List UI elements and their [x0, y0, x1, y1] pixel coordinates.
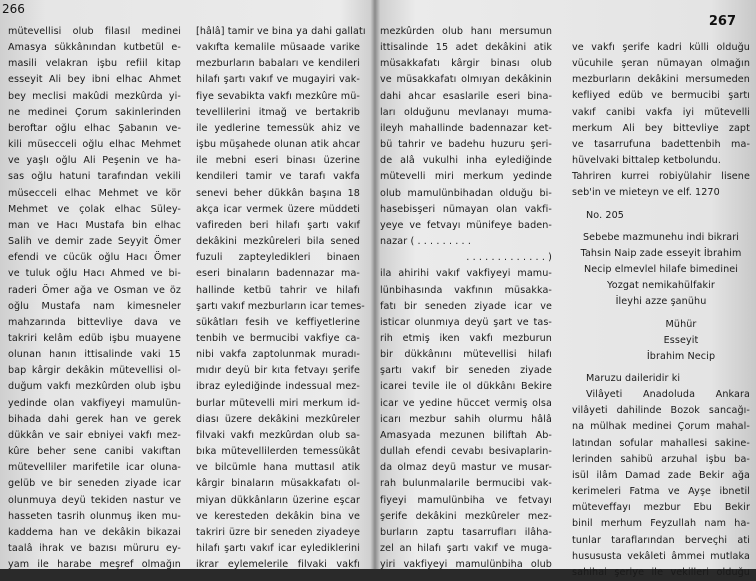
text-line: miyan dükkânların üzerine eşcar: [196, 494, 360, 506]
text-line: tunlar taraflarından berveçhi ati: [572, 534, 750, 546]
text-line: hüvelvaki bittalep ketbolundu.: [572, 155, 721, 167]
text-line: duğum vakfı mezkûrden olub işbu: [8, 381, 181, 393]
text-line: Amasya sükkânından kutbetül e-: [8, 42, 181, 54]
text-line: sahihai şeriye ile vekilleri olduğu: [572, 566, 750, 578]
text-line: latından sofular mahallesi sakine-: [572, 437, 750, 449]
text-line: ve vakfı şerife kadri külli olduğu: [572, 42, 750, 53]
text-line: da olmaz deyü mastur ve musar-: [380, 462, 552, 474]
text-line: senevi beher dükkân başına 18: [196, 187, 360, 199]
text-line: Mehmet ve çolak elhac Süley-: [8, 203, 181, 215]
text-line: gelüb ve bir seneden ziyade icar: [8, 478, 181, 490]
text-line: icarei tevile ile ol dükkânı Bekire: [380, 381, 552, 393]
text-line: icar ve yedine hüccet vermiş olsa: [380, 397, 552, 409]
text-line: zel an hilafı şartı vakıf ve muga-: [380, 543, 552, 554]
text-line: dükkân ve sair ebniyei vakfı mez-: [8, 429, 181, 441]
text-line: kaddema han ve dekâkin bikazai: [8, 526, 181, 538]
text-line: bü tahrir ve badehu huzuru şeri-: [380, 139, 552, 151]
text-line: ileyh mahallinde badennazar ket-: [380, 122, 552, 134]
text-line: müsecceli elhac Mehmet ve kör: [8, 187, 181, 199]
text-line: na mülhak medinei Çorum mahal-: [572, 421, 750, 433]
text-line: bey meclisi makûdi mezkûrda yi-: [8, 90, 181, 102]
text-line: burların zaptu tasarrufları ilâha-: [380, 526, 552, 538]
text-line: hasseten tasrih olunmuş iken mu-: [8, 510, 181, 522]
text-line: dullah efendi cevabı besivaplarin-: [380, 446, 552, 458]
right-page-column-1: [380, 24, 552, 573]
text-line: ile mebni eseri binası üzerine: [196, 155, 360, 167]
text-line: ve tuluk oğlu Hacı Ahmed ve bi-: [8, 268, 181, 280]
text-line: seb'in ve mieteyn ve elf. 1270: [572, 187, 720, 199]
text-line: kûre beher sene canibi vakıftan: [8, 446, 181, 458]
text-line: dahi ahcar esaslarile eseri bina-: [380, 90, 552, 102]
text-line: Salih ve demir zade Seyyit Ömer: [8, 236, 181, 248]
text-line: vücuhile şeran nümayan olmağın: [572, 58, 750, 70]
text-line: vilâyeti dahilinde Bozok sancağı-: [572, 405, 750, 417]
left-page-column-2: [196, 24, 366, 573]
text-line: Vilâyeti Anadoluda Ankara: [586, 389, 750, 401]
text-line: filvaki vakfı mezkûrdan olub sa-: [196, 429, 360, 441]
text-line: olunan hanın ittisalinde vaki 15: [8, 349, 181, 361]
text-line: hallinde ketbü tahrir ve hilafı: [196, 284, 360, 296]
text-line: ve müsakkafatı olmıyan dekâkinin: [380, 74, 552, 86]
text-line: fiye sevabikta vakfı mezkûre mü-: [196, 90, 360, 102]
text-line: rih etmiş iken vakfı mezburun: [380, 332, 552, 344]
text-line: vafireden beri hilafı şartı vakıf: [196, 219, 360, 231]
text-line: ikrar eylemelerile filvaki vakfı: [196, 559, 360, 571]
text-line: ittisalinde 15 adet dekâkini atik: [380, 42, 552, 54]
text-line: man ve Hacı Mustafa bin elhac: [8, 219, 181, 231]
text-line: mütevelli miri merkum yedinde: [380, 171, 552, 183]
text-line: Tahsin Naip zade esseyit İbrahim: [580, 247, 742, 259]
text-line: eseri binaların badennazar ma-: [196, 268, 360, 280]
text-line: ile yedlerine temessük ahiz ve: [196, 122, 360, 134]
text-line: mezburların babaları ve kendileri: [196, 58, 360, 70]
text-line: kili müsecceli oğlu elhac Mehmet: [8, 139, 181, 151]
text-line: nibi vakfa zaptolunmak muradı-: [196, 349, 360, 361]
text-line: husususta vekâleti âmmei mutlaka: [572, 550, 750, 562]
text-line: Yozgat nemikahülfakir: [607, 280, 715, 292]
text-line: hasebisşeri nümayan olan vakfi-: [380, 203, 552, 215]
text-line: Mühür: [665, 318, 697, 330]
text-line: şartı vakıf bir seneden ziyade: [380, 365, 552, 377]
text-line: fiyeyi mamulünbiha ve fetvayı: [380, 494, 552, 506]
text-line: tevellilerini itmağ ve bertakrib: [196, 106, 360, 118]
text-line: işbu müşahede olunan atik ahcar: [196, 139, 360, 151]
text-line: mezburların dekâkini mersumeden: [572, 74, 750, 86]
text-line: müsakkafatı kârgir binası olub: [380, 58, 552, 70]
text-line: bap kârgir dekâkin mütevellisi ol-: [8, 365, 181, 377]
text-line: ila ahirihi vakıf vakfiyeyi mamu-: [380, 268, 552, 280]
text-line: ve bilcümle hana muttasıl atik: [196, 462, 360, 474]
text-line: kârgir binaların müsakkafatı ol-: [196, 478, 360, 490]
text-line: Tahriren kurrei robiyülahir lisene: [572, 171, 750, 183]
text-line: efendi ve cücük oğlu Hacı Ömer: [8, 252, 181, 264]
text-line: diası üzere dekâkini mezkûreler: [196, 413, 360, 425]
text-line: isül ilâm Damad zade Bekir ağa: [572, 469, 750, 481]
text-line: mezkûrden olub hanı mersumun: [380, 26, 552, 37]
text-line: bihada dahi gerek han ve gerek: [8, 413, 181, 425]
text-line: [hâlâ] tamir ve bina ya dahi gallatı: [196, 26, 366, 37]
text-line: ibraz eylediğinde indessual mez-: [196, 381, 360, 393]
text-line: isticar olunmıya deyü şart ve tas-: [380, 316, 552, 328]
text-line: de alâ vukulhi inha eylediğinde: [380, 155, 552, 167]
text-line: akça icar vermek üzere müddeti: [196, 203, 360, 215]
text-line: takriri kelâm edüb işbu muayene: [8, 332, 181, 344]
text-line: olub mamulünbihadan olduğu bi-: [380, 187, 552, 199]
text-line: binil merhum Feyzullah nam ha-: [572, 518, 750, 530]
text-line: fatı bir seneden ziyade icar ve: [380, 300, 552, 312]
text-line: İleyhi azze şanühu: [615, 296, 707, 308]
text-line: burlar mütevelli miri merkum id-: [196, 397, 360, 409]
left-page-column-1: [8, 24, 181, 573]
text-line: bir dükkânını mütevellisi hilafı: [380, 349, 552, 361]
text-line: İbrahim Necip: [646, 350, 716, 362]
text-line: sükâtları fesih ve keffiyetlerine: [196, 316, 360, 328]
text-line: yedinde olan vakfiyeyi mamulün-: [8, 397, 181, 409]
text-line: yeye ve fetvayı münifeye baden-: [380, 219, 552, 231]
text-line: Esseyit: [663, 334, 699, 346]
text-line: Necip elmevlel hilafe bimedinei: [583, 264, 739, 276]
text-line: mütevelliler marifetile icar oluna-: [8, 462, 181, 474]
text-line: esseyit Ali bey ibni elhac Ahmet: [8, 74, 181, 86]
text-line: ve keresteden dekâkin bina ve: [196, 510, 360, 522]
text-line: mıdır deyü bir kıta fetvayı şerife: [196, 365, 360, 377]
text-line: ne medinei Çorum sakinlerinden: [8, 106, 181, 118]
text-line: ları olduğunu mevlanayı muma-: [380, 106, 552, 118]
text-line: kendileri tamir ve tarafı vakfa: [196, 171, 360, 183]
text-line: nazar ( . . . . . . . . .: [380, 236, 472, 248]
text-line: kerimeleri Fatma ve Ayşe ibnetil: [572, 486, 750, 498]
page-number-right: 267: [708, 14, 736, 29]
text-line: şerife dekâkini mezkûreler mez-: [380, 510, 552, 522]
text-line: No. 205: [586, 209, 624, 221]
text-line: mahzarında bittevliye dava ve: [8, 316, 181, 328]
text-line: ve tasarrufuna badettenbih ma-: [572, 138, 750, 150]
text-line: ve yaşlı oğlu Ali Peşenin ve ha-: [8, 155, 181, 167]
text-line: taalâ ihrak ve bazısı müruru ey-: [8, 543, 181, 554]
text-line: merkum Ali bey bittevliye zapt: [572, 122, 750, 134]
text-line: yam ile harabe meşref olmağın: [8, 559, 181, 571]
text-line: Amasyada mezunen biliftah Ab-: [380, 429, 552, 441]
right-page: [380, 0, 756, 578]
text-line: dekâkini mezkûreleri bila sened: [196, 236, 360, 248]
text-line: müteveffayı mezbur Ebu Bekir: [572, 502, 750, 514]
text-line: hilafı şartı vakıf ve mugayiri vak-: [196, 74, 360, 86]
text-line: kefliyed edüb ve bermucibi şartı: [572, 90, 750, 102]
text-line: rah bulunmalarile bermucibi vak-: [380, 478, 552, 490]
text-line: icarı mezbur sahih olurmu hâlâ: [380, 413, 552, 425]
text-line: yiri vakfiyeyi mamulünbiha olub: [380, 559, 552, 571]
text-line: lerinden sahibü arzuhal işbu ba-: [572, 453, 750, 465]
text-line: tenbih ve bermucibi vakfiye ca-: [196, 332, 360, 344]
text-line: raderi Ömer ağa ve Osman ve öz: [8, 284, 181, 296]
text-line: vakıf canibi vakfa iyi mütevelli: [572, 106, 750, 118]
text-line: fuzuli zapteyledikleri binaen: [196, 252, 360, 264]
right-page-column-2: [572, 40, 750, 581]
text-line: Sebebe mazmunehu indi bikrari: [582, 231, 740, 243]
text-line: vakıfta kemalile müsaade varike: [196, 42, 360, 54]
text-line: olunmuya deyü tekiden nastur ve: [8, 494, 181, 506]
text-line: şartı vakıf mezburların icar temes-: [196, 300, 365, 312]
text-line: hilafı şartı vakıf icar eylediklerini: [196, 543, 360, 554]
text-line: oğlu Mustafa nam kimesneler: [8, 300, 181, 312]
text-line: sas oğlu hatuni tarafından vekili: [8, 171, 181, 183]
text-line: masili velakran işbu refiil kitap: [8, 58, 181, 70]
text-line: lünbihasında vakfının müsakka-: [380, 284, 552, 296]
text-line: . . . . . . . . . . . . . ): [466, 252, 552, 264]
text-line: mütevellisi olub filasıl medinei: [8, 26, 181, 37]
left-page: [0, 0, 372, 569]
text-line: takriri üzre bir seneden ziyadeye: [196, 526, 360, 538]
text-line: Maruzu daileridir ki: [586, 372, 681, 384]
text-line: bıka mütevellilerden temessükât: [196, 446, 360, 458]
page-number-left: 266: [2, 2, 25, 16]
text-line: beroftar oğlu elhac Şabanın ve-: [8, 122, 181, 134]
